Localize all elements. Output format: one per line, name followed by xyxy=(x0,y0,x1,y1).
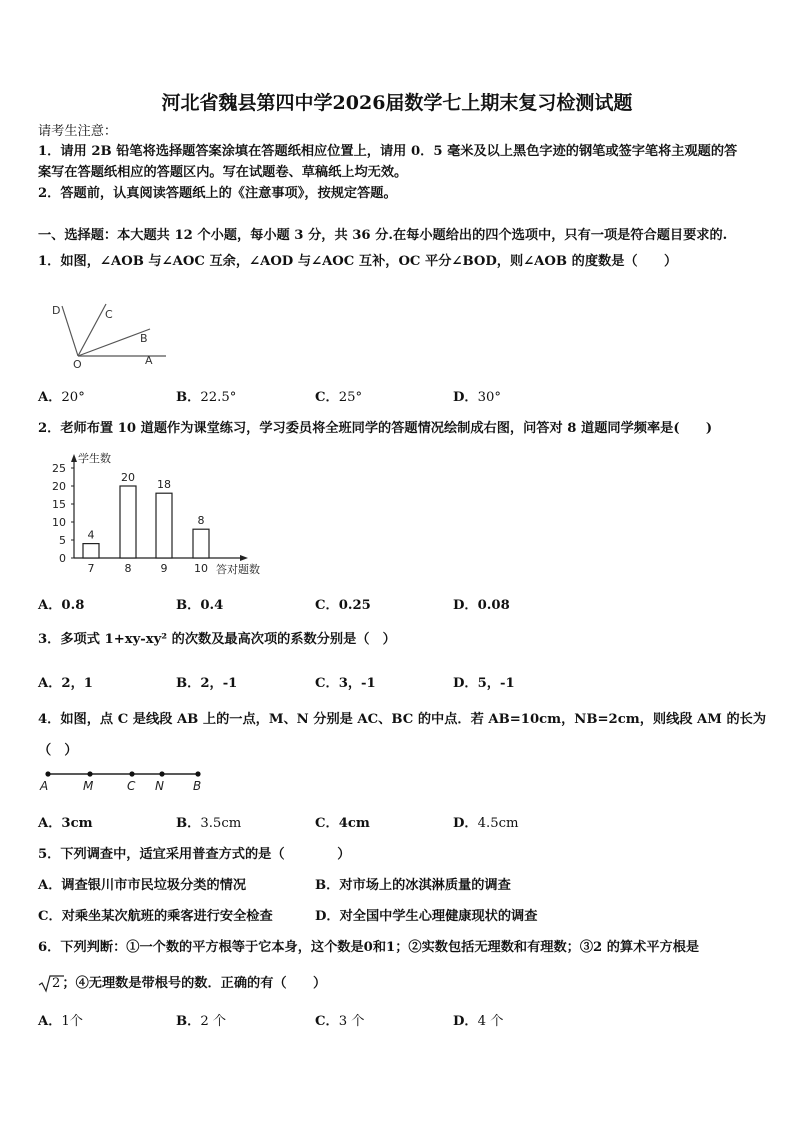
q1-stem: 1．如图，∠AOB 与∠AOC 互余，∠AOD 与∠AOC 互补，OC 平分∠BOD，则∠AOB 的度数是（ ） xyxy=(38,254,678,269)
q3-stem: 3．多项式 1+xy-xy² 的次数及最高次项的系数分别是（ ） xyxy=(38,632,396,647)
label-b: B xyxy=(193,779,202,793)
label-c: C xyxy=(105,308,113,321)
y-tick-label: 15 xyxy=(52,498,66,511)
q6-option-c[interactable]: C．3 个 xyxy=(315,1014,365,1029)
data-label: 8 xyxy=(197,514,205,528)
q3-option-d[interactable]: D．5，-1 xyxy=(453,676,515,691)
ray-od xyxy=(62,306,78,356)
q5-stem: 5．下列调查中，适宜采用普查方式的是（ ） xyxy=(38,847,351,862)
y-tick-label: 5 xyxy=(59,534,66,547)
label-d: D xyxy=(52,304,61,317)
notice-item-1: 1．请用 2B 铅笔将选择题答案涂填在答题纸相应位置上，请用 0．5 毫米及以上黑色字迹的钢笔或签字笔将主观题的答 xyxy=(38,144,738,159)
q6-stem: 6．下列判断：①一个数的平方根等于它本身，这个数是0和1；②实数包括无理数和有理数；③2 的算术平方根是 xyxy=(38,940,700,955)
y-tick-label: 20 xyxy=(52,480,66,493)
q1-option-c[interactable]: C．25° xyxy=(315,390,363,405)
q4-option-c[interactable]: C．4cm xyxy=(315,816,370,831)
q1-option-a[interactable]: A．20° xyxy=(38,390,85,405)
x-axis-label: 答对题数 xyxy=(216,563,260,576)
q4-option-d[interactable]: D．4.5cm xyxy=(453,816,519,831)
data-label: 20 xyxy=(121,471,135,484)
q3-option-b[interactable]: B．2，-1 xyxy=(176,676,238,691)
label-a: A xyxy=(40,779,49,793)
q6-stem-cont: 2 ；④无理数是带根号的数．正确的有（ ） xyxy=(38,972,326,991)
q1-option-b[interactable]: B．22.5° xyxy=(176,390,237,405)
bar-8 xyxy=(120,486,136,558)
x-tick-label: 7 xyxy=(87,562,95,575)
q6-option-b[interactable]: B．2 个 xyxy=(176,1014,227,1029)
data-label: 4 xyxy=(87,528,95,542)
label-c: C xyxy=(127,779,136,793)
q5-option-a[interactable]: A．调查银川市市民垃圾分类的情况 xyxy=(38,878,247,893)
label-a: A xyxy=(145,354,153,367)
q4-segment-figure xyxy=(34,766,214,796)
label-m: M xyxy=(83,779,94,793)
sqrt-two: 2 xyxy=(38,976,60,991)
label-b: B xyxy=(140,332,148,345)
y-tick-label: 0 xyxy=(59,552,66,565)
y-axis-arrow-icon xyxy=(71,454,77,462)
q5-option-d[interactable]: D．对全国中学生心理健康现状的调查 xyxy=(315,909,538,924)
q3-option-a[interactable]: A．2，1 xyxy=(38,676,93,691)
point-c xyxy=(129,771,134,776)
point-m xyxy=(87,771,92,776)
x-axis-arrow-icon xyxy=(240,555,248,561)
q4-stem-paren: （ ） xyxy=(38,743,78,758)
x-tick-label: 8 xyxy=(124,562,132,575)
notice-heading: 请考生注意： xyxy=(38,124,118,139)
q1-option-d[interactable]: D．30° xyxy=(453,390,501,405)
q4-stem: 4．如图，点 C 是线段 AB 上的一点，M、N 分别是 AC、BC 的中点．若 AB=10cm，NB=2cm，则线段 AM 的长为 xyxy=(38,712,767,727)
x-tick-label: 10 xyxy=(194,562,208,575)
q6-option-a[interactable]: A．1个 xyxy=(38,1014,83,1029)
q4-option-a[interactable]: A．3cm xyxy=(38,816,93,831)
q2-option-a[interactable]: A．0.8 xyxy=(38,598,85,613)
y-tick-label: 25 xyxy=(52,462,66,475)
y-axis-label: 学生数 xyxy=(78,452,111,465)
q2-bar-chart xyxy=(40,446,280,580)
q5-option-c[interactable]: C．对乘坐某次航班的乘客进行安全检查 xyxy=(38,909,273,924)
bar-9 xyxy=(156,493,172,558)
point-n xyxy=(159,771,164,776)
bar-10 xyxy=(193,529,209,558)
section-heading: 一、选择题：本大题共 12 个小题，每小题 3 分，共 36 分.在每小题给出的四个选项中，只有一项是符合题目要求的. xyxy=(38,228,728,243)
q2-option-b[interactable]: B．0.4 xyxy=(176,598,224,613)
q2-stem: 2．老师布置 10 道题作为课堂练习，学习委员将全班同学的答题情况绘制成右图，问答对 8 道题同学频率是( ) xyxy=(38,421,713,436)
bar-7 xyxy=(83,544,99,558)
data-label: 18 xyxy=(157,478,171,492)
point-b xyxy=(195,771,200,776)
q2-option-d[interactable]: D．0.08 xyxy=(453,598,510,613)
x-tick-label: 9 xyxy=(160,562,168,575)
notice-item-2: 2．答题前，认真阅读答题纸上的《注意事项》，按规定答题。 xyxy=(38,186,397,201)
q3-option-c[interactable]: C．3，-1 xyxy=(315,676,376,691)
q2-option-c[interactable]: C．0.25 xyxy=(315,598,371,613)
point-a xyxy=(45,771,50,776)
q1-angle-figure xyxy=(44,296,174,372)
q6-option-d[interactable]: D．4 个 xyxy=(453,1014,504,1029)
q5-option-b[interactable]: B．对市场上的冰淇淋质量的调查 xyxy=(315,878,511,893)
page-title: 河北省魏县第四中学2026届数学七上期末复习检测试题 xyxy=(161,92,633,114)
y-tick-label: 10 xyxy=(52,516,66,529)
label-o: O xyxy=(73,358,82,371)
q4-option-b[interactable]: B．3.5cm xyxy=(176,816,242,831)
ray-oc xyxy=(78,304,106,356)
notice-item-1-cont: 案写在答题纸相应的答题区内。写在试题卷、草稿纸上均无效。 xyxy=(38,165,408,180)
label-n: N xyxy=(155,779,164,793)
